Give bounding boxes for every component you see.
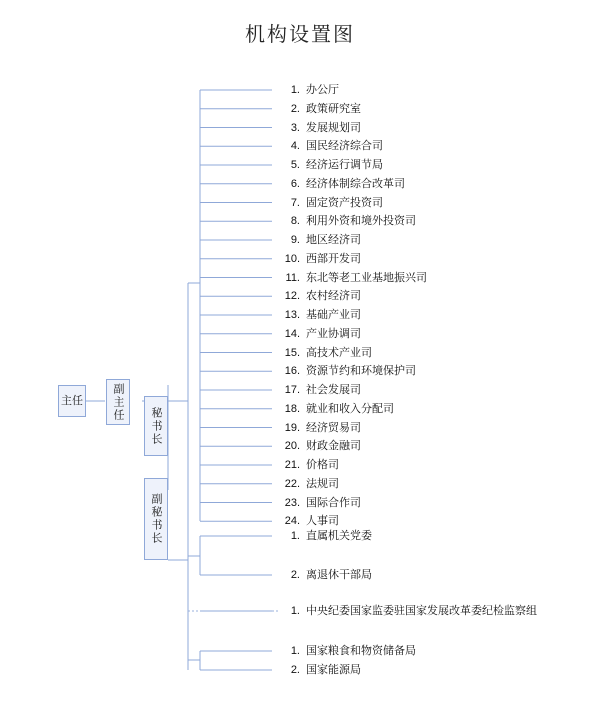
list-item [278, 365, 416, 378]
list-item-label: 直属机关党委 [306, 530, 372, 542]
list-item-number: 18. [284, 402, 300, 415]
list-item-number: 6. [290, 177, 300, 190]
list-item-number: 10. [284, 252, 300, 265]
list-item [278, 159, 383, 172]
list-item-number: 15. [284, 346, 300, 359]
list-item-number: 1. [290, 84, 300, 96]
list-item-label: 产业协调司 [306, 327, 361, 340]
list-item-label: 西部开发司 [306, 252, 361, 265]
list-item [278, 178, 405, 191]
list-item-number: 1. [290, 530, 300, 542]
list-item-label: 财政金融司 [306, 440, 361, 453]
node-secretary-general-label: 秘书长 [150, 406, 162, 446]
list-item [278, 403, 394, 416]
list-item [278, 309, 361, 322]
list-item [278, 664, 361, 677]
list-item-number: 14. [284, 327, 300, 340]
list-item-label: 国家粮食和物资储备局 [306, 645, 416, 657]
list-item-number: 5. [290, 159, 300, 171]
list-item [278, 497, 361, 510]
list-item-label: 固定资产投资司 [306, 196, 383, 209]
list-item-label: 发展规划司 [306, 121, 361, 134]
node-director [58, 385, 86, 417]
list-item-number: 22. [284, 477, 300, 490]
list-item [278, 459, 339, 472]
list-item [278, 478, 339, 491]
list-item-label: 经济贸易司 [306, 421, 361, 434]
list-item [278, 84, 339, 97]
list-item-label: 高技术产业司 [306, 346, 372, 359]
list-item-number: 7. [290, 196, 300, 209]
list-item [278, 384, 361, 397]
list-item [278, 440, 361, 453]
list-item-number: 23. [284, 496, 300, 509]
list-item [278, 347, 372, 360]
list-item-label: 价格司 [306, 459, 339, 471]
list-item-label: 经济运行调节局 [306, 159, 383, 171]
list-item-label: 办公厅 [306, 84, 339, 96]
list-item-number: 13. [284, 309, 300, 321]
list-item [278, 103, 361, 116]
list-item-number: 2. [290, 102, 300, 115]
list-item [278, 140, 383, 153]
list-item-number: 11. [285, 271, 300, 284]
list-item-label: 国家能源局 [306, 664, 361, 676]
list-item-label: 国际合作司 [306, 496, 361, 509]
list-item-label: 离退休干部局 [306, 569, 372, 581]
list-item-number: 9. [290, 234, 300, 246]
list-item-number: 24. [284, 515, 300, 528]
node-deputy-secretary-general [144, 478, 168, 560]
list-item-label: 社会发展司 [306, 384, 361, 396]
list-item-number: 4. [290, 140, 300, 153]
list-item-number: 3. [290, 121, 300, 134]
list-item-number: 17. [284, 384, 300, 396]
list-item-number: 1. [290, 605, 300, 617]
list-item-number: 20. [284, 440, 300, 453]
list-item-number: 8. [290, 215, 300, 228]
list-item-number: 12. [284, 290, 300, 303]
node-secretary-general [144, 396, 168, 456]
list-item [278, 605, 537, 618]
list-item-label: 基础产业司 [306, 309, 361, 321]
node-deputy-director-label: 副主任 [112, 382, 124, 422]
list-item-label: 利用外资和境外投资司 [306, 215, 416, 228]
list-item-label: 资源节约和环境保护司 [306, 365, 416, 378]
list-item-number: 2. [290, 664, 300, 676]
list-item-label: 政策研究室 [306, 102, 361, 115]
node-deputy-director [106, 379, 130, 425]
list-item [278, 253, 361, 266]
list-item-number: 2. [290, 569, 300, 581]
list-item [278, 290, 361, 303]
list-item-label: 经济体制综合改革司 [306, 177, 405, 190]
list-item [278, 272, 427, 285]
list-item-label: 法规司 [306, 477, 339, 490]
list-item [278, 422, 361, 435]
list-item [278, 328, 361, 341]
list-item-label: 国民经济综合司 [306, 140, 383, 153]
list-item-label: 中央纪委国家监委驻国家发展改革委纪检监察组 [306, 605, 537, 617]
list-item-label: 农村经济司 [306, 290, 361, 303]
node-deputy-secretary-general-label: 副秘书长 [150, 493, 162, 545]
list-item-number: 16. [284, 365, 300, 378]
list-item-label: 就业和收入分配司 [306, 402, 394, 415]
list-item [278, 122, 361, 135]
list-item [278, 515, 339, 528]
list-item-label: 东北等老工业基地振兴司 [306, 271, 427, 284]
list-item [278, 569, 372, 582]
node-director-label: 主任 [61, 395, 83, 407]
list-item [278, 197, 383, 210]
list-item-number: 19. [284, 421, 300, 434]
list-item [278, 234, 361, 247]
page-title: 机构设置图 [245, 24, 355, 46]
list-item-label: 人事司 [306, 515, 339, 528]
list-item [278, 530, 372, 543]
list-item [278, 215, 416, 228]
list-item-number: 1. [290, 645, 300, 657]
list-item [278, 645, 416, 658]
list-item-label: 地区经济司 [306, 234, 361, 246]
list-item-number: 21. [284, 459, 300, 471]
